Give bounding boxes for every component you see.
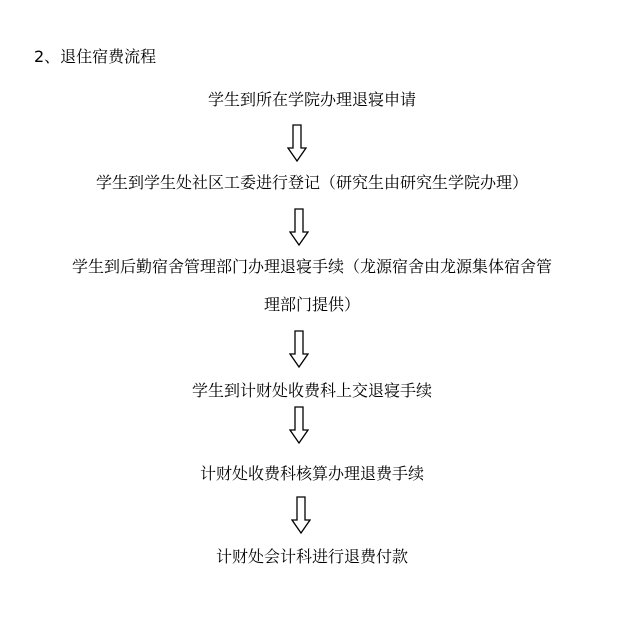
flow-step-3-line-1: 学生到后勤宿舍管理部门办理退寝手续（龙源宿舍由龙源集体宿舍管	[71, 257, 552, 276]
flow-step-4: 学生到计财处收费科上交退寝手续	[191, 381, 432, 400]
down-arrow-icon	[289, 330, 309, 368]
flow-step-3	[0, 248, 624, 324]
flow-step-2: 学生到学生处社区工委进行登记（研究生由研究生学院办理）	[95, 173, 528, 192]
down-arrow-icon	[291, 496, 311, 534]
flow-step-1: 学生到所在学院办理退寝申请	[207, 90, 416, 109]
flow-step-5: 计财处收费科核算办理退费手续	[199, 464, 424, 483]
down-arrow-icon	[289, 208, 309, 246]
flow-step-3-line-2: 理部门提供）	[263, 295, 360, 314]
down-arrow-icon	[289, 406, 309, 444]
flow-step-6: 计财处会计科进行退费付款	[215, 547, 408, 566]
down-arrow-icon	[287, 124, 307, 162]
section-title: 2、退住宿费流程	[34, 47, 157, 66]
